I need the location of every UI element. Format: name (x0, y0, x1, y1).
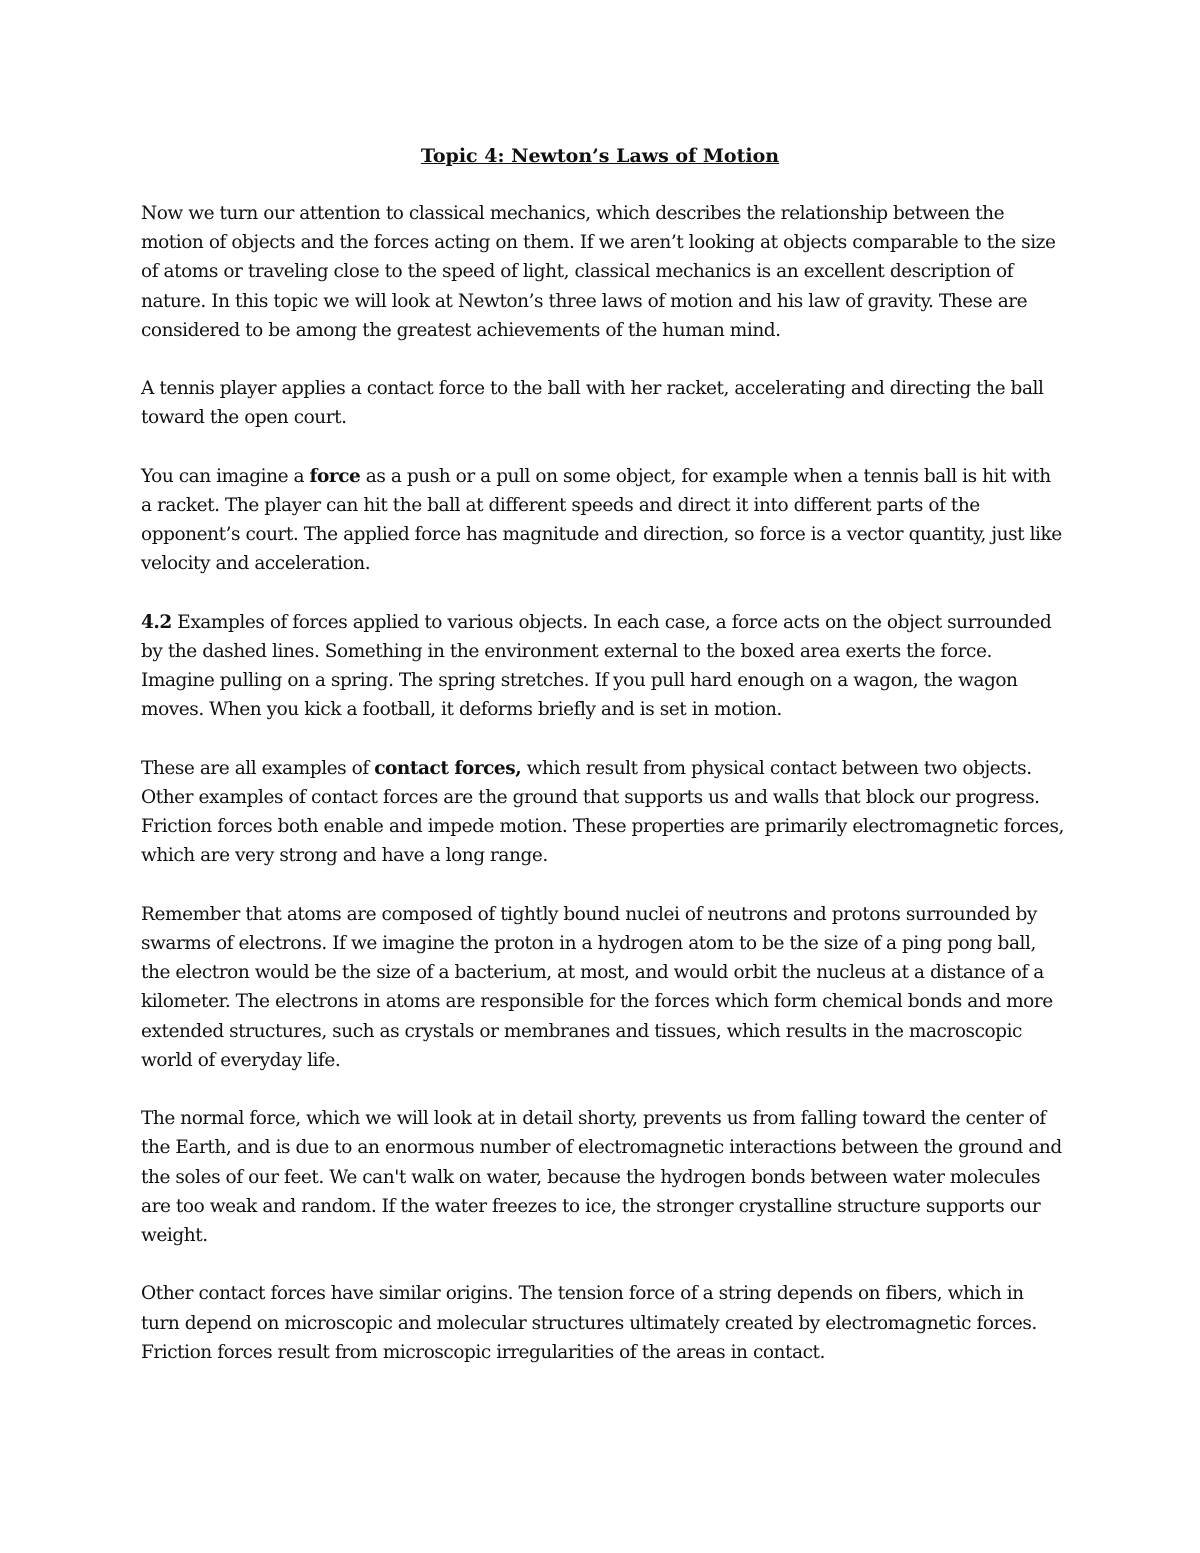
force-text-end: as a push or a pull on some object, for example when a tennis ball is hit with a racket. The player can hit the ball at different speeds and direct it into different parts of the opponent’s court. The applied force has magnitude and direction, so force is a vector quantity, just like velocity and acceleration. (141, 465, 1062, 575)
paragraph-force (141, 462, 1066, 579)
contact-text-end: which result from physical contact between two objects. Other examples of contact forces are the ground that supports us and walls that block our progress. Friction forces both enable and impede motion. These properties are primarily electromagnetic forces, which are very strong and have a long range. (141, 757, 1064, 867)
paragraph-atoms: Remember that atoms are composed of tightly bound nuclei of neutrons and protons surrounded by swarms of electrons. If we imagine the proton in a hydrogen atom to be the size of a ping pong ball, the electron would be the size of a bacterium, at most, and would orbit the nucleus at a distance of a kilometer. The electrons in atoms are responsible for the forces which form chemical bonds and more extended structures, such as crystals or membranes and tissues, which results in the macroscopic world of everyday life. (141, 903, 1053, 1071)
page-title: Topic 4: Newton’s Laws of Motion (420, 145, 780, 167)
force-text-start: You can imagine a (141, 465, 310, 487)
contact-text-start: These are all examples of (141, 757, 375, 779)
document-body (141, 199, 1066, 1396)
paragraph-normal-force: The normal force, which we will look at in detail shorty, prevents us from falling toward the center of the Earth, and is due to an enormous number of electromagnetic interactions between the ground and the soles of our feet. We can't walk on water, because the hydrogen bonds between water molecules are too weak and random. If the water freezes to ice, the stronger crystalline structure supports our weight. (141, 1108, 1062, 1247)
paragraph-other-forces: Other contact forces have similar origins. The tension force of a string depends on fibers, which in turn depend on microscopic and molecular structures ultimately created by electromagnetic forces. Friction forces result from microscopic irregularities of the areas in contact. (141, 1283, 1037, 1363)
force-term: force (309, 465, 361, 487)
figure-label: 4.2 (141, 611, 172, 633)
contact-forces-term: contact forces, (374, 757, 522, 779)
paragraph-contact-forces (141, 754, 1066, 871)
paragraph-spring: Imagine pulling on a spring. The spring stretches. If you pull hard enough on a wagon, the wagon moves. When you kick a football, it deforms briefly and is set in motion. (141, 670, 1018, 721)
figure-caption (141, 608, 1066, 666)
figure-caption-text: Examples of forces applied to various objects. In each case, a force acts on the object surrounded by the dashed lines. Something in the environment external to the boxed area exerts the force. (141, 611, 1052, 662)
paragraph-tennis: A tennis player applies a contact force to the ball with her racket, accelerating and directing the ball toward the open court. (141, 378, 1044, 429)
paragraph-intro: Now we turn our attention to classical mechanics, which describes the relationship between the motion of objects and the forces acting on them. If we aren’t looking at objects comparable to the size of atoms or traveling close to the speed of light, classical mechanics is an excellent description of nature. In this topic we will look at Newton’s three laws of motion and his law of gravity. These are considered to be among the greatest achievements of the human mind. (141, 203, 1056, 341)
